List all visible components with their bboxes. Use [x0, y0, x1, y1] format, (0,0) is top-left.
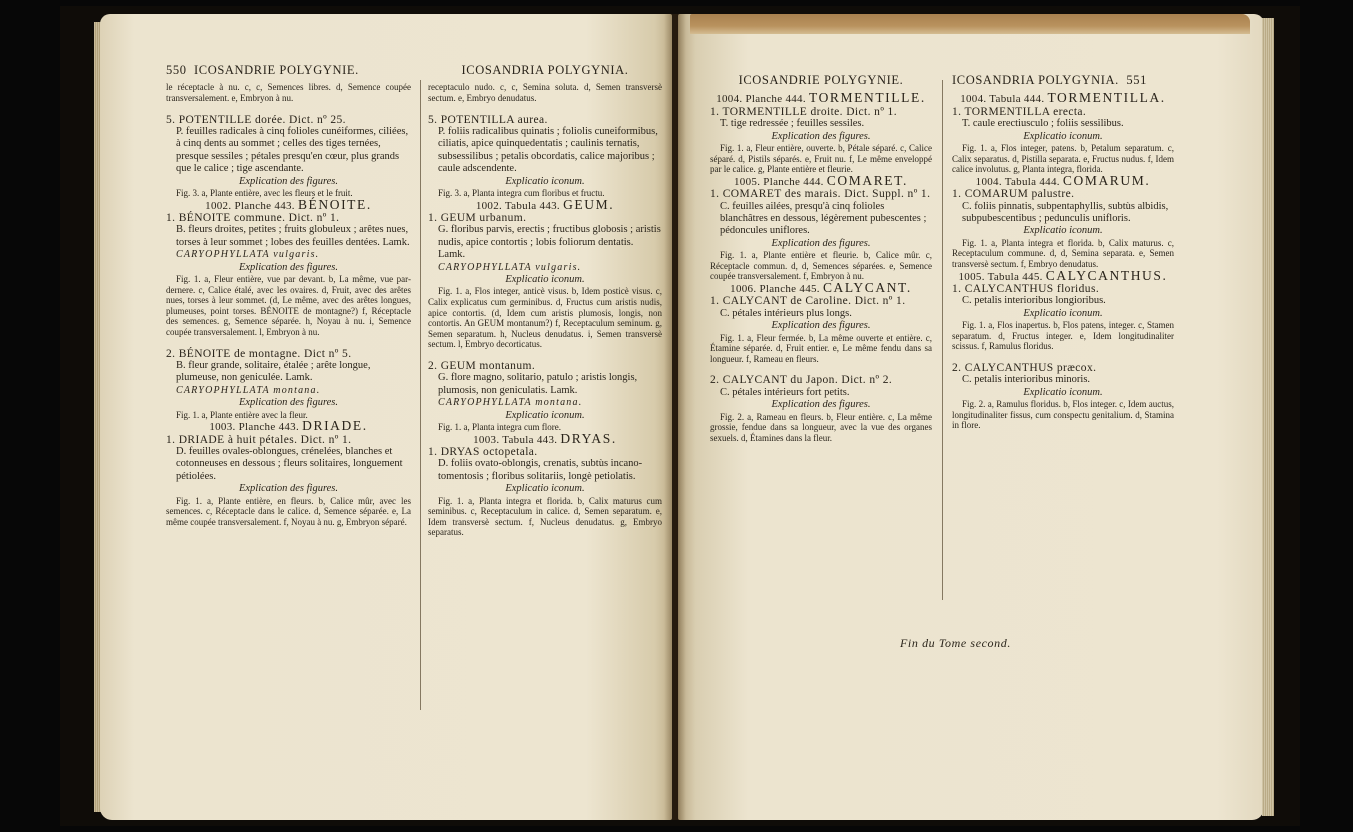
plate-number: 1003. Planche 443.: [209, 421, 300, 434]
figure-caption: Fig. 1. a, Plante entière avec la fleur.: [176, 409, 308, 420]
species-title: 2. CALYCANT du Japon. Dict. nº 2.: [710, 374, 893, 387]
genus-title: COMARUM.: [1062, 172, 1151, 188]
explication-heading: Explication des figures.: [771, 320, 871, 332]
figure-caption: Fig. 1. a, Planta integra cum flore.: [438, 422, 561, 433]
species-description: G. flore magno, solitario, patulo ; aristis longis, plumosis, non geniculatis. Lamk.: [438, 372, 638, 396]
genus-title: DRIADE.: [302, 418, 368, 434]
species-title: 1. GEUM urbanum.: [428, 212, 527, 225]
end-of-volume-note: Fin du Tome second.: [900, 636, 1011, 650]
species-title: 1. TORMENTILLE droite. Dict. nº 1.: [710, 105, 897, 118]
explication-heading: Explicatio iconum.: [505, 175, 585, 187]
species-description: C. petalis interioribus longioribus.: [962, 295, 1106, 307]
species-title: 5. POTENTILLA aurea.: [428, 113, 548, 126]
running-head: ICOSANDRIA POLYGYNIA.: [461, 63, 629, 77]
genus-title: COMARET.: [826, 172, 908, 188]
species-title: 2. GEUM montanum.: [428, 360, 536, 373]
left-page-latin-column: [428, 64, 662, 538]
book-binding: [664, 14, 686, 820]
intro-text: receptaculo nudo. c, c, Semina soluta. d, Semen transversè sectum. e, Embryo denudatus.: [428, 82, 662, 103]
species-description: P. feuilles radicales à cinq folioles cunéiformes, ciliées, à cinq dents au sommet ; celles des tiges ternées, presque sessiles ; pétales presqu'en cœur, plus grands que le calice ; tige ascendante.: [176, 126, 409, 175]
synonym: CARYOPHYLLATA vulgaris.: [176, 249, 320, 261]
explication-heading: Explicatio iconum.: [1023, 225, 1103, 237]
figure-caption: Fig. 1. a, Planta integra et florida. b, Calix maturus cum seminibus. c, Receptaculum in calice. d, Semen separatum. e, Idem transversè sectum. f, Nucleus denudatus. g, Embryo separatus.: [428, 495, 662, 538]
species-description: D. feuilles ovales-oblongues, crénelées, blanches et cotonneuses en dessous ; fleurs solitaires, longuement pétiolées.: [176, 446, 403, 482]
species-title: 2. CALYCANTHUS præcox.: [952, 362, 1097, 375]
species-title: 1. DRIADE à huit pétales. Dict. nº 1.: [166, 433, 352, 446]
cover-edge: [690, 14, 1250, 34]
species-title: 1. COMARUM palustre.: [952, 188, 1075, 201]
right-page-french-column: [710, 74, 932, 443]
running-head: ICOSANDRIE POLYGYNIE.: [738, 73, 904, 87]
figure-caption: Fig. 2. a, Rameau en fleurs. b, Fleur entière. c, La même grossie, fendue dans sa longueur, avec la vue des organes sexuels. d, Étamines dans la fleur.: [710, 411, 932, 443]
figure-caption: Fig. 1. a, Plante entière et fleurie. b, Calice mûr. c, Réceptacle commun. d, d, Semences séparées. e, Semence coupée transversalement. f, Embryon à nu.: [710, 250, 932, 282]
figure-caption: Fig. 1. a, Plante entière, en fleurs. b, Calice mûr, avec les semences. c, Réceptacle dans le calice. d, Semence séparée. e, La même coupée transversalement. f, Noyau à nu. g, Embryon séparé.: [166, 495, 411, 527]
species-description: B. fleur grande, solitaire, étalée ; arête longue, plumeuse, non geniculée. Lamk.: [176, 360, 371, 384]
species-description: C. petalis interioribus minoris.: [962, 374, 1091, 386]
species-title: 1. TORMENTILLA erecta.: [952, 105, 1087, 118]
genus-title: TORMENTILLA.: [1047, 90, 1166, 106]
explication-heading: Explication des figures.: [771, 130, 871, 142]
figure-caption: Fig. 1. a, Fleur fermée. b, La même ouverte et entière. c, Étamine séparée. d, Fruit entier. e, Le même fendu dans sa longueur. f, Rameau en fleurs.: [710, 332, 932, 364]
right-page-latin-column: [952, 74, 1174, 431]
figure-caption: Fig. 1. a, Fleur entière, ouverte. b, Pétale séparé. c, Calice séparé. d, Pistils séparés. e, Fruit nu. f, Le même enveloppé par le calice. g, Plante entière et fleurie.: [710, 143, 932, 175]
species-description: G. floribus parvis, erectis ; fructibus globosis ; aristis nudis, apice contortis ; lobis foliorum dentatis. Lamk.: [438, 224, 661, 261]
explication-heading: Explicatio iconum.: [505, 409, 585, 421]
genus-title: TORMENTILLE.: [808, 90, 926, 106]
right-page-edges: [1262, 18, 1274, 816]
running-head: ICOSANDRIA POLYGYNIA.: [952, 73, 1119, 87]
explication-heading: Explicatio iconum.: [1023, 386, 1103, 398]
figure-caption: Fig. 3. a, Planta integra cum floribus et fructu.: [438, 188, 605, 199]
page-number-right: 551: [1126, 73, 1147, 87]
page-number-left: 550: [166, 63, 187, 77]
plate-number: 1006. Planche 445.: [730, 283, 820, 296]
synonym: CARYOPHYLLATA montana.: [176, 384, 321, 396]
genus-title: BÉNOITE.: [297, 196, 372, 212]
figure-caption: Fig. 3. a, Plante entière, avec les fleurs et le fruit.: [176, 188, 353, 199]
species-description: P. foliis radicalibus quinatis ; foliolis cuneiformibus, ciliatis, apice quinquedentatis ; caulinis ternatis, subsessilibus ; petalis obcordatis, calice majoribus ; caule adscendente.: [438, 126, 658, 175]
explication-heading: Explication des figures.: [238, 261, 339, 273]
species-title: 2. BÉNOITE de montagne. Dict nº 5.: [166, 347, 352, 360]
genus-title: DRYAS.: [560, 430, 617, 446]
figure-caption: Fig. 1. a, Planta integra et florida. b, Calix maturus. c, Receptaculum commune. d, d, Semina separata. e, Semen transversè sectum. f, Embryo denudatus.: [952, 237, 1174, 270]
running-head: ICOSANDRIE POLYGYNIE.: [194, 63, 359, 77]
species-description: T. tige redressée ; feuilles sessiles.: [720, 118, 865, 130]
figure-caption: Fig. 1. a, Flos inapertus. b, Flos patens, integer. c, Stamen separatum. d, Fructus integer. e, Idem longitudinaliter scissus. f, Ramulus floridus.: [952, 320, 1174, 352]
column-rule: [942, 80, 943, 600]
explication-heading: Explication des figures.: [238, 175, 339, 187]
plate-number: 1004. Planche 444.: [716, 93, 806, 106]
species-description: C. pétales intérieurs fort petits.: [720, 386, 850, 398]
species-title: 1. BÉNOITE commune. Dict. nº 1.: [166, 212, 340, 225]
synonym: CARYOPHYLLATA vulgaris.: [438, 261, 582, 273]
explication-heading: Explicatio iconum.: [1023, 307, 1103, 319]
species-description: T. caule erectiusculo ; foliis sessilibus.: [962, 118, 1124, 130]
species-description: D. foliis ovato-oblongis, crenatis, subtùs incano-tomentosis ; floribus solitariis, longè petiolatis.: [438, 458, 643, 482]
species-title: 1. DRYAS octopetala.: [428, 446, 538, 459]
species-description: C. feuilles ailées, presqu'à cinq folioles blanchâtres en dessous, légèrement pubescentes ; pédoncules uniflores.: [720, 200, 927, 237]
explication-heading: Explicatio iconum.: [1023, 130, 1103, 142]
plate-number: 1002. Tabula 443.: [475, 199, 560, 212]
plate-number: 1003. Tabula 443.: [473, 433, 558, 446]
figure-caption: Fig. 1. a, Flos integer, anticè visus. b, Idem posticè visus. c, Calix explicatus cum germinibus. d, Fructus cum aristis nudis, apice contortis. (d, Idem cum aristis plumosis, longis, non contortis. An GEUM montanum?) f, Receptaculum seminum. g, Semen separatum. h, Nucleus denudatus. i, Semen transversè sectum. l, Embryo decorticatus.: [428, 286, 662, 350]
plate-number: 1005. Tabula 445.: [958, 270, 1043, 283]
plate-number: 1004. Tabula 444.: [975, 175, 1060, 188]
species-description: C. foliis pinnatis, subpentaphyllis, subtùs albidis, subpubescentibus ; pedunculis unifloris.: [962, 200, 1169, 225]
genus-title: GEUM.: [563, 196, 615, 212]
explication-heading: Explication des figures.: [238, 483, 339, 495]
figure-caption: Fig. 1. a, Flos integer, patens. b, Petalum separatum. c, Calix separatus. d, Pistilla separata. e, Fructus nudus. f, Idem calice involutus. g, Planta integra, florida.: [952, 143, 1174, 175]
figure-caption: Fig. 1. a, Fleur entière, vue par devant. b, La même, vue par-dernere. c, Calice étalé, avec les ovaires. d, Fruit, avec des arêtes nues, torses à leur sommet. (d, Le même, avec des arêtes longues, plumeuses, point torses. BÉNOITE de montagne?) f, Réceptacle des semences. g, Semence séparée. h, Noyau à nu. i, Semence coupée transversalement. l, Embryon à nu.: [166, 274, 411, 338]
plate-number: 1004. Tabula 444.: [960, 93, 1045, 106]
genus-title: CALYCANTHUS.: [1045, 267, 1168, 283]
species-description: B. fleurs droites, petites ; fruits globuleux ; arêtes nues, torses à leur sommet ; lobes des feuilles dentées. Lamk.: [176, 224, 410, 248]
genus-title: CALYCANT.: [822, 280, 912, 296]
explication-heading: Explicatio iconum.: [505, 483, 585, 495]
synonym: CARYOPHYLLATA montana.: [438, 397, 583, 409]
species-title: 5. POTENTILLE dorée. Dict. nº 25.: [166, 113, 346, 126]
species-title: 1. CALYCANTHUS floridus.: [952, 283, 1100, 296]
explication-heading: Explication des figures.: [771, 237, 871, 249]
explication-heading: Explication des figures.: [238, 397, 339, 409]
column-rule: [420, 80, 421, 710]
species-title: 1. COMARET des marais. Dict. Suppl. nº 1.: [710, 188, 931, 201]
explication-heading: Explication des figures.: [771, 399, 871, 411]
figure-caption: Fig. 2. a, Ramulus floridus. b, Flos integer. c, Idem auctus, longitudinaliter fissus, cum conspectu genitalium. d, Stamina in flore.: [952, 399, 1174, 431]
species-description: C. pétales intérieurs plus longs.: [720, 307, 852, 319]
plate-number: 1002. Planche 443.: [205, 199, 295, 212]
species-title: 1. CALYCANT de Caroline. Dict. nº 1.: [710, 295, 906, 308]
plate-number: 1005. Planche 444.: [734, 175, 824, 188]
explication-heading: Explicatio iconum.: [505, 274, 585, 286]
intro-text: le réceptacle à nu. c, c, Semences libres. d, Semence coupée transversalement. e, Embryon à nu.: [166, 82, 411, 103]
left-page-french-column: [166, 64, 411, 527]
